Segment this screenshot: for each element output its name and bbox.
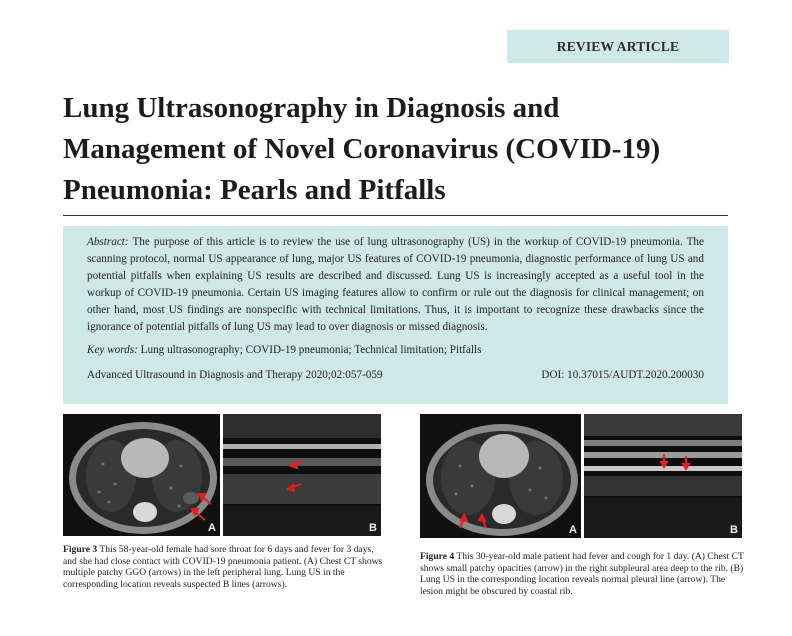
article-type-badge: REVIEW ARTICLE bbox=[507, 30, 729, 63]
doi: DOI: 10.37015/AUDT.2020.200030 bbox=[541, 369, 704, 381]
figure-3-panel-a-ct-image bbox=[63, 414, 220, 536]
abstract-label: Abstract: bbox=[87, 236, 129, 248]
figure-3-label: Figure 3 bbox=[63, 544, 98, 555]
keywords bbox=[87, 342, 704, 359]
figure-3-panel-b-us-image bbox=[223, 414, 381, 536]
ct-scan-illustration bbox=[420, 414, 581, 538]
journal-citation: Advanced Ultrasound in Diagnosis and Therapy 2020;02:057-059 bbox=[87, 369, 383, 381]
ultrasound-illustration bbox=[223, 414, 381, 536]
ct-scan-illustration bbox=[63, 414, 220, 536]
title-line-2: Management of Novel Coronavirus (COVID-19) bbox=[63, 133, 661, 165]
panel-b-label: B bbox=[369, 522, 377, 534]
citation-row bbox=[87, 367, 704, 384]
title-divider bbox=[63, 215, 728, 216]
keywords-text: Lung ultrasonography; COVID-19 pneumonia; Technical limitation; Pitfalls bbox=[137, 344, 482, 356]
panel-b-label: B bbox=[730, 524, 738, 536]
article-title bbox=[63, 88, 743, 211]
abstract-box bbox=[63, 226, 728, 404]
keywords-label: Key words: bbox=[87, 344, 138, 356]
abstract-text: The purpose of this article is to review the use of lung ultrasonography (US) in the workup of COVID-19 pneumonia. The scanning protocol, normal US appearance of lung, major US features of COVID-19 pneumonia, diagnostic performance of lung US and potential pitfalls when explaining US results are described and discussed. Lung US is increasingly accepted as a useful tool in the workup of COVID-19 pneumonia. Certain US imaging features allow to confirm or rule out the diagnosis for clinical management; on other hand, most US findings are nonspecific with technical limitations. Thus, it is important to recognize these drawbacks since the ignorance of potential pitfalls of lung US may lead to over diagnosis or missed diagnosis. bbox=[87, 236, 704, 333]
title-line-3: Pneumonia: Pearls and Pitfalls bbox=[63, 174, 446, 206]
figure-4-panel-a-ct-image bbox=[420, 414, 581, 538]
panel-a-label: A bbox=[208, 522, 216, 534]
figure-4-text: This 30-year-old male patient had fever and cough for 1 day. (A) Chest CT shows small patchy opacities (arrow) in the right subpleural area deep to the rib. (B) Lung US in the corresponding location reveals normal pleural line (arrow). The lesion might be obscured by coastal rib. bbox=[420, 551, 744, 597]
ultrasound-illustration bbox=[584, 414, 742, 538]
figure-4-label: Figure 4 bbox=[420, 551, 455, 562]
title-line-1: Lung Ultrasonography in Diagnosis and bbox=[63, 92, 560, 124]
figure-4-caption bbox=[420, 551, 745, 597]
figure-4-panel-b-us-image bbox=[584, 414, 742, 538]
figure-3-text: This 58-year-old female had sore throat for 6 days and fever for 3 days, and she had close contact with COVID-19 pneumonia patient. (A) Chest CT shows multiple patchy GGO (arrows) in the left peripheral lung. Lung US in the corresponding location reveals suspected B lines (arrows). bbox=[63, 544, 383, 590]
figure-3-caption bbox=[63, 544, 385, 590]
abstract-paragraph bbox=[87, 234, 704, 336]
panel-a-label: A bbox=[569, 524, 577, 536]
